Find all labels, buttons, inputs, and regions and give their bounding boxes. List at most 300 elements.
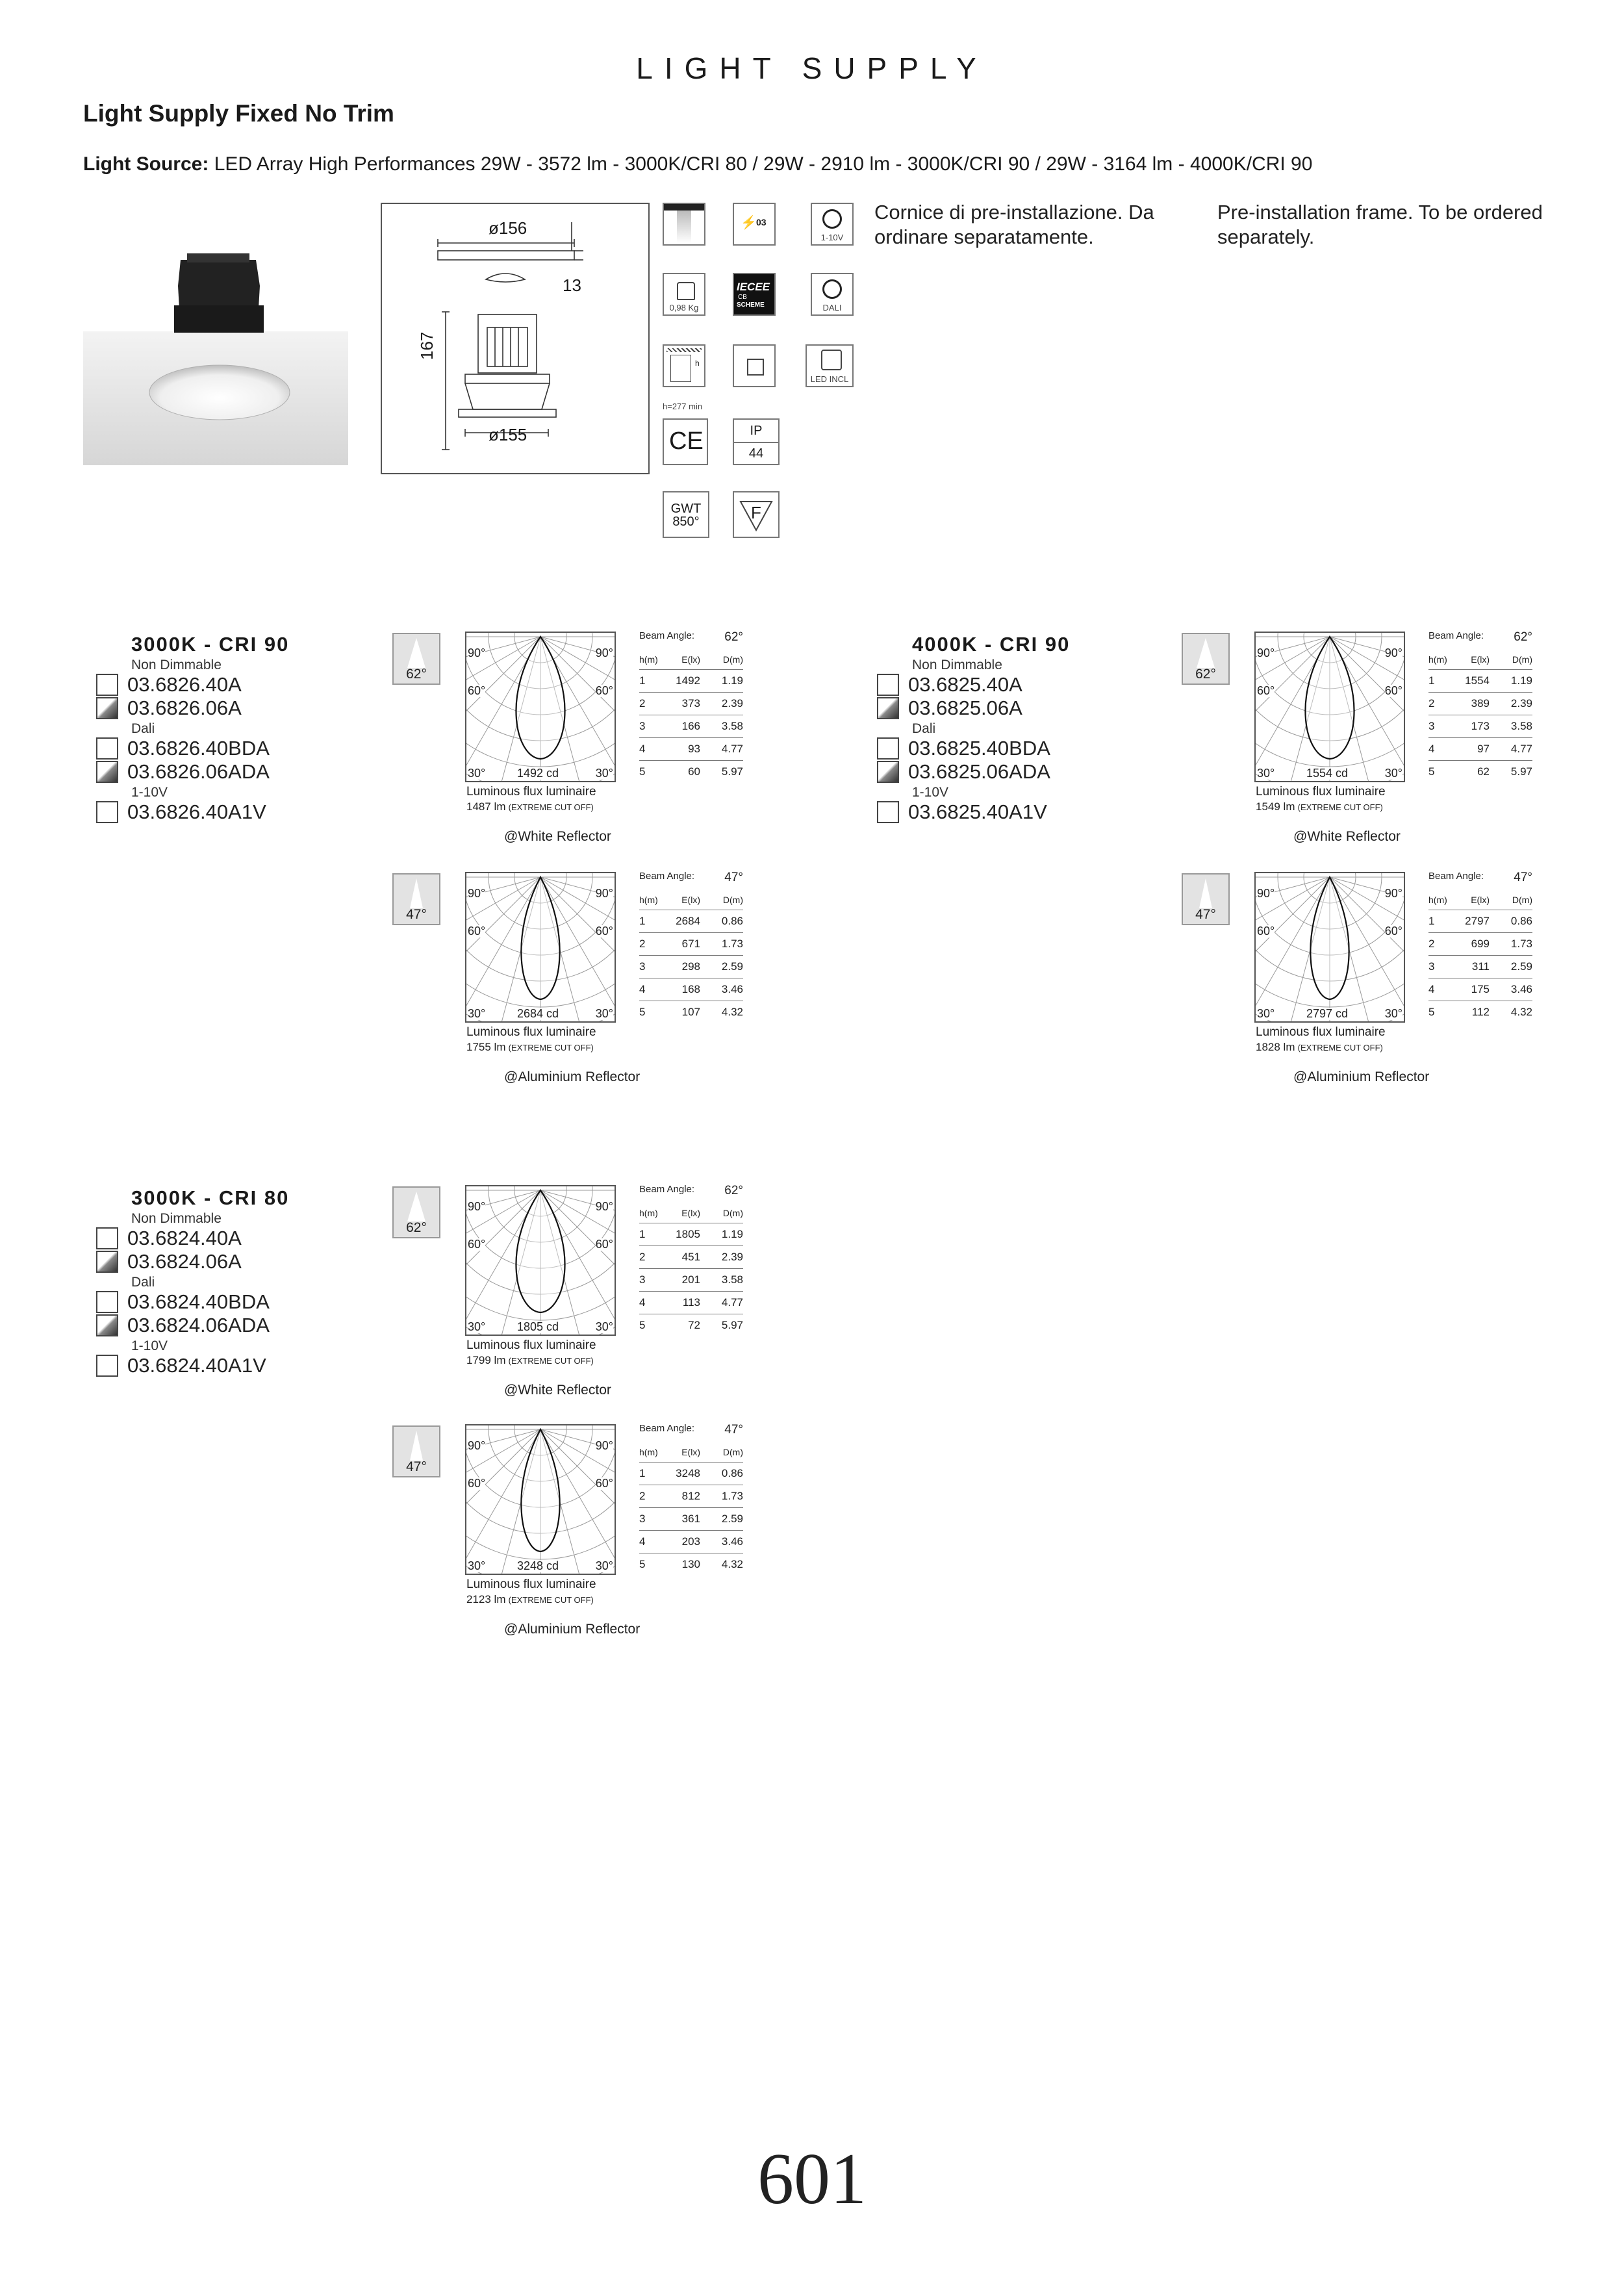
cell-height: 2 [1428,938,1435,950]
group-label: 1-10V [131,785,168,800]
polar-label-90-right: 90° [1384,646,1402,659]
square-cutout-icon [733,344,776,387]
cell-height: 3 [639,1273,646,1286]
led-included-icon [806,344,854,387]
product-code: 03.6826.06ADA [127,760,270,783]
beam-cone-shape [407,1192,425,1221]
beam-cone-icon [394,875,439,911]
beam-table-row [639,1485,743,1508]
cell-diameter: 0.86 [721,915,743,927]
beam-table-row [639,1001,743,1023]
beam-table-row [639,910,743,933]
beam-table-row [639,1292,743,1314]
cell-height: 2 [1428,697,1435,709]
cell-diameter: 4.77 [721,1296,743,1309]
flux-value: 1799 lm [466,1354,506,1366]
cell-diameter: 3.58 [1510,720,1532,732]
beam-angle-value: 62° [724,630,743,644]
polar-label-90-left: 90° [468,1439,486,1452]
photometric-block [1179,630,1543,851]
polar-label-30-left: 30° [468,1559,486,1572]
polar-peak-intensity: 2684 cd [517,1007,559,1020]
col-d-header: D(m) [722,895,743,905]
beam-table-row [639,1553,743,1576]
flux-label: Luminous flux luminaire [466,1578,596,1591]
cell-diameter: 4.77 [721,743,743,755]
finish-aluminium-swatch [877,697,899,719]
cell-height: 4 [639,983,646,995]
beam-cone-icon [394,1188,439,1224]
beam-angle-label: Beam Angle: [639,1184,695,1195]
beam-angle-label: Beam Angle: [1428,871,1484,882]
col-e-header: E(lx) [681,895,700,905]
polar-diagram [1254,872,1405,1023]
light-distribution-curve [516,1190,565,1312]
cell-diameter: 0.86 [721,1467,743,1479]
cell-height: 1 [639,1467,646,1479]
cell-height: 3 [1428,960,1435,973]
finish-white-swatch [96,737,118,760]
cell-height: 3 [1428,720,1435,732]
ip-label: IP [734,420,778,443]
flux-value-line [1256,1041,1383,1054]
polar-grid [466,633,615,781]
cell-diameter: 2.39 [721,697,743,709]
group-label: Non Dimmable [912,658,1002,672]
cell-diameter: 1.19 [1510,674,1532,687]
finish-aluminium-swatch [877,761,899,783]
cell-diameter: 1.73 [721,938,743,950]
f-mark-icon [733,491,780,538]
polar-label-60-right: 60° [595,1238,613,1251]
cell-height: 1 [1428,674,1435,687]
polar-label-30-right: 30° [595,1007,613,1020]
cell-illuminance: 130 [681,1558,700,1570]
beam-table [639,1184,743,1336]
cell-illuminance: 1805 [676,1228,700,1240]
code-row[interactable] [96,737,421,760]
cell-height: 3 [639,960,646,973]
flux-note: (EXTREME CUT OFF) [1297,802,1383,812]
cell-height: 5 [1428,765,1435,778]
cell-height: 2 [639,1490,646,1502]
product-code: 03.6825.06ADA [908,760,1050,783]
group-label: Non Dimmable [131,1211,222,1226]
cell-illuminance: 699 [1471,938,1490,950]
cell-diameter: 3.58 [721,720,743,732]
dim-top-diameter: ø156 [488,218,527,238]
beam-cone-shape [1199,878,1212,908]
polar-grid [1256,873,1404,1021]
note-italian: Cornice di pre-installazione. Da ordinare separatamente. [874,201,1154,248]
cell-illuminance: 1492 [676,674,700,687]
group-label: Non Dimmable [131,658,222,672]
code-row[interactable] [96,760,421,784]
polar-diagram [465,632,616,782]
code-row[interactable] [96,1290,421,1314]
dim-bottom-diameter: ø155 [488,425,527,444]
polar-label-90-left: 90° [1257,646,1275,659]
beam-cone-shape [1197,638,1215,668]
reflector-label: @White Reflector [504,1383,611,1398]
beam-cone-shape [410,878,423,908]
beam-angle-icon [392,633,440,685]
product-code: 03.6824.06ADA [127,1314,270,1336]
finish-white-swatch [96,1227,118,1249]
beam-table-row [639,738,743,761]
cell-height: 1 [639,674,646,687]
flux-label: Luminous flux luminaire [1256,785,1386,798]
polar-peak-intensity: 1805 cd [517,1320,559,1333]
product-code: 03.6825.40A [908,673,1022,696]
cell-illuminance: 1554 [1465,674,1490,687]
polar-label-30-left: 30° [468,1320,486,1333]
beam-icon-angle-label: 62° [406,1220,427,1235]
cell-diameter: 3.46 [721,983,743,995]
photometric-block [390,871,754,1092]
product-code: 03.6824.40A [127,1227,242,1249]
cell-diameter: 2.39 [721,1251,743,1263]
beam-angle-value: 47° [724,871,743,884]
reflector-label: @Aluminium Reflector [504,1069,641,1084]
code-row[interactable] [96,1227,421,1250]
photometric-block [390,630,754,851]
code-row[interactable] [877,737,1202,760]
group-label: Dali [131,721,155,736]
cell-illuminance: 113 [682,1296,700,1309]
polar-label-30-left: 30° [1257,767,1275,780]
cell-height: 5 [639,1006,646,1018]
cell-diameter: 3.46 [721,1535,743,1548]
iecee-scheme-label: SCHEME [737,301,765,309]
beam-table-header-row [1428,890,1532,910]
cell-illuminance: 60 [688,765,700,778]
code-row[interactable] [96,1314,421,1337]
beam-icon-angle-label: 47° [406,907,427,922]
beam-angle-label: Beam Angle: [639,871,695,882]
polar-grid [1256,633,1404,781]
polar-label-30-left: 30° [1257,1007,1275,1020]
polar-label-60-left: 60° [1257,684,1275,697]
cell-height: 2 [639,938,646,950]
finish-white-swatch [877,737,899,760]
dali-icon [811,273,854,316]
energy-class-icon: ⚡ 03 [733,203,776,246]
cell-height: 4 [1428,983,1435,995]
page-header-title: LIGHT SUPPLY [636,51,988,85]
cell-illuminance: 2684 [676,915,700,927]
flux-value: 1549 lm [1256,800,1295,813]
finish-white-swatch [96,1291,118,1313]
beam-table-row [639,1314,743,1336]
polar-diagram [465,872,616,1023]
polar-label-90-right: 90° [595,1439,613,1452]
light-source-text: LED Array High Performances 29W - 3572 lm - 3000K/CRI 80 / 29W - 2910 lm - 3000K/CRI 90 / 29W - 3164 lm - 4000K/CRI 90 [214,153,1313,175]
product-code: 03.6826.40A [127,673,242,696]
reflector-label: @White Reflector [504,829,611,844]
beam-table-row [639,1508,743,1531]
polar-label-60-left: 60° [468,925,486,938]
finish-aluminium-swatch [96,1314,118,1336]
col-h-header: h(m) [639,1447,658,1457]
flux-note: (EXTREME CUT OFF) [1297,1043,1383,1053]
beam-table-row [639,1531,743,1553]
beam-icon-angle-label: 47° [406,1459,427,1474]
beam-angle-icon [1182,633,1230,685]
cell-illuminance: 311 [1471,960,1490,973]
light-source-line [83,153,1312,175]
polar-label-30-right: 30° [595,1320,613,1333]
cell-illuminance: 361 [681,1513,700,1525]
beam-table-row [1428,978,1532,1001]
beam-angle-value: 62° [1514,630,1532,644]
beam-table-row [639,693,743,715]
cell-diameter: 1.19 [721,674,743,687]
beam-table-row [1428,670,1532,693]
note-english: Pre-installation frame. To be ordered separately. [1217,201,1543,248]
beam-direction-icon [663,203,705,246]
beam-table-header-row [639,1203,743,1223]
col-h-header: h(m) [1428,895,1447,905]
cell-illuminance: 3248 [676,1467,700,1479]
cell-height: 5 [639,1558,646,1570]
beam-angle-icon [392,1425,440,1477]
cell-diameter: 1.73 [721,1490,743,1502]
beam-table-header-row [639,650,743,670]
col-h-header: h(m) [639,654,658,665]
finish-aluminium-swatch [96,697,118,719]
col-h-header: h(m) [1428,654,1447,665]
col-e-header: E(lx) [1471,895,1490,905]
beam-angle-header [639,1423,743,1437]
cell-height: 1 [1428,915,1435,927]
polar-label-30-right: 30° [1384,767,1402,780]
family-title: 3000K - CRI 90 [131,633,290,656]
cell-illuminance: 373 [681,697,700,709]
cell-height: 3 [639,720,646,732]
beam-angle-label: Beam Angle: [639,1423,695,1434]
flux-note: (EXTREME CUT OFF) [508,1043,594,1053]
group-label: 1-10V [131,1338,168,1353]
beam-table-row [1428,715,1532,738]
beam-angle-icon [1182,873,1230,925]
cell-diameter: 2.59 [1510,960,1532,973]
polar-diagram [465,1185,616,1336]
polar-label-90-left: 90° [468,1200,486,1213]
group-label: Dali [131,1275,155,1290]
beam-angle-value: 62° [724,1184,743,1197]
flux-note: (EXTREME CUT OFF) [508,1356,594,1366]
col-e-header: E(lx) [681,1447,700,1457]
beam-table [639,871,743,1023]
cell-illuminance: 175 [1471,983,1490,995]
beam-icon-angle-label: 62° [406,667,427,682]
cell-illuminance: 671 [681,938,700,950]
glow-wire-test-icon [663,491,709,538]
beam-icon-angle-label: 62° [1195,667,1216,682]
family-title: 4000K - CRI 90 [912,633,1071,656]
flux-value: 1487 lm [466,800,506,813]
led-included-label: LED INCL [810,374,849,384]
iecee-label: IECEE [737,281,770,293]
beam-table-header-row [1428,650,1532,670]
beam-angle-value: 47° [724,1423,743,1437]
cell-diameter: 2.59 [721,960,743,973]
cell-height: 3 [639,1513,646,1525]
iecee-cb-label: CB [738,294,747,301]
dim-thickness: 13 [563,275,581,295]
cell-illuminance: 112 [1471,1006,1490,1018]
polar-peak-intensity: 1492 cd [517,767,559,780]
cell-diameter: 2.59 [721,1513,743,1525]
beam-angle-header [1428,630,1532,645]
beam-table-row [1428,933,1532,956]
technical-drawing [381,203,650,474]
beam-cone-icon [394,1427,439,1463]
family-3000k-cri80 [96,1186,421,1377]
group-label: 1-10V [912,785,949,800]
code-row[interactable] [877,800,1202,824]
photometric-block [390,1423,754,1644]
cell-height: 2 [639,697,646,709]
beam-table-row [639,1223,743,1246]
cell-illuminance: 298 [681,960,700,973]
ip-value: 44 [748,446,764,461]
beam-table [1428,630,1532,783]
polar-peak-intensity: 2797 cd [1306,1007,1349,1020]
iecee-cb-scheme-icon [733,273,776,316]
beam-table-row [639,670,743,693]
flux-value-line [466,1354,594,1367]
cell-illuminance: 72 [688,1319,700,1331]
beam-cone-icon [1183,634,1228,671]
col-e-header: E(lx) [1471,654,1490,665]
beam-table-row [1428,738,1532,761]
polar-label-90-right: 90° [595,646,613,659]
beam-table [1428,871,1532,1023]
polar-label-60-left: 60° [468,684,486,697]
product-photo [83,234,348,465]
cell-illuminance: 107 [681,1006,700,1018]
recessed-h-label: h [695,359,700,368]
col-d-header: D(m) [1512,895,1532,905]
col-h-header: h(m) [639,1208,658,1218]
cell-diameter: 5.97 [721,765,743,778]
beam-table-row [639,933,743,956]
flux-value: 1828 lm [1256,1041,1295,1053]
cell-diameter: 5.97 [721,1319,743,1331]
beam-table-row [639,956,743,978]
finish-white-swatch [96,674,118,696]
page-number: 601 [757,2139,867,2219]
beam-icon-angle-label: 47° [1195,907,1216,922]
cell-height: 4 [639,1296,646,1309]
beam-angle-header [639,630,743,645]
family-title: 3000K - CRI 80 [131,1186,290,1209]
recessed-height-icon [663,344,705,387]
beam-angle-header [639,1184,743,1198]
product-code: 03.6826.40A1V [127,800,266,823]
f-mark-label: F [751,503,761,522]
family-3000k-cri90 [96,633,421,824]
finish-white-swatch [96,801,118,823]
beam-table-row [1428,956,1532,978]
polar-diagram [1254,632,1405,782]
code-row[interactable] [96,800,421,824]
reflector-label: @Aluminium Reflector [1293,1069,1430,1084]
cell-diameter: 3.46 [1510,983,1532,995]
weight-label: 0,98 Kg [669,303,699,313]
cell-illuminance: 389 [1471,697,1490,709]
beam-table-header-row [639,890,743,910]
polar-label-60-right: 60° [1384,684,1402,697]
cell-diameter: 3.58 [721,1273,743,1286]
code-row[interactable] [96,1250,421,1273]
polar-label-30-left: 30° [468,767,486,780]
beam-angle-header [639,871,743,885]
code-row[interactable] [877,696,1202,720]
code-row[interactable] [96,673,421,696]
code-row[interactable] [877,760,1202,784]
col-h-header: h(m) [639,895,658,905]
reflector-label: @White Reflector [1293,829,1401,844]
ce-label: CE [669,428,704,455]
finish-white-swatch [877,674,899,696]
flux-note: (EXTREME CUT OFF) [508,802,594,812]
beam-table-row [639,1269,743,1292]
polar-label-90-left: 90° [468,646,486,659]
cell-illuminance: 203 [681,1535,700,1548]
code-row[interactable] [96,1354,421,1377]
flux-label: Luminous flux luminaire [1256,1025,1386,1039]
polar-label-30-right: 30° [1384,1007,1402,1020]
polar-peak-intensity: 3248 cd [517,1559,559,1572]
polar-label-60-left: 60° [468,1238,486,1251]
beam-table-row [639,715,743,738]
beam-table-row [639,1246,743,1269]
ip-rating-icon [733,418,780,465]
beam-table-row [1428,910,1532,933]
polar-label-90-left: 90° [1257,887,1275,900]
product-code: 03.6824.40A1V [127,1354,266,1377]
beam-table [639,630,743,783]
product-code: 03.6825.40A1V [908,800,1047,823]
light-distribution-curve [516,637,565,759]
col-e-header: E(lx) [681,1208,700,1218]
col-d-header: D(m) [722,1447,743,1457]
cell-diameter: 2.39 [1510,697,1532,709]
cell-diameter: 4.32 [1510,1006,1532,1018]
polar-diagram [465,1424,616,1575]
polar-label-30-right: 30° [595,1559,613,1572]
finish-white-swatch [877,801,899,823]
product-code: 03.6824.06A [127,1250,242,1273]
beam-angle-value: 47° [1514,871,1532,884]
code-row[interactable] [877,673,1202,696]
code-row[interactable] [96,696,421,720]
cell-illuminance: 97 [1477,743,1490,755]
flux-label: Luminous flux luminaire [466,785,596,798]
beam-cone-shape [407,638,425,668]
beam-table-row [639,1463,743,1485]
dimming-1-10v-label: 1-10V [820,233,844,242]
polar-label-90-right: 90° [595,1200,613,1213]
beam-angle-icon [392,1186,440,1238]
gwt-line2: 850° [672,515,700,529]
col-d-header: D(m) [1512,654,1532,665]
polar-label-60-left: 60° [468,1477,486,1490]
cell-height: 4 [639,1535,646,1548]
